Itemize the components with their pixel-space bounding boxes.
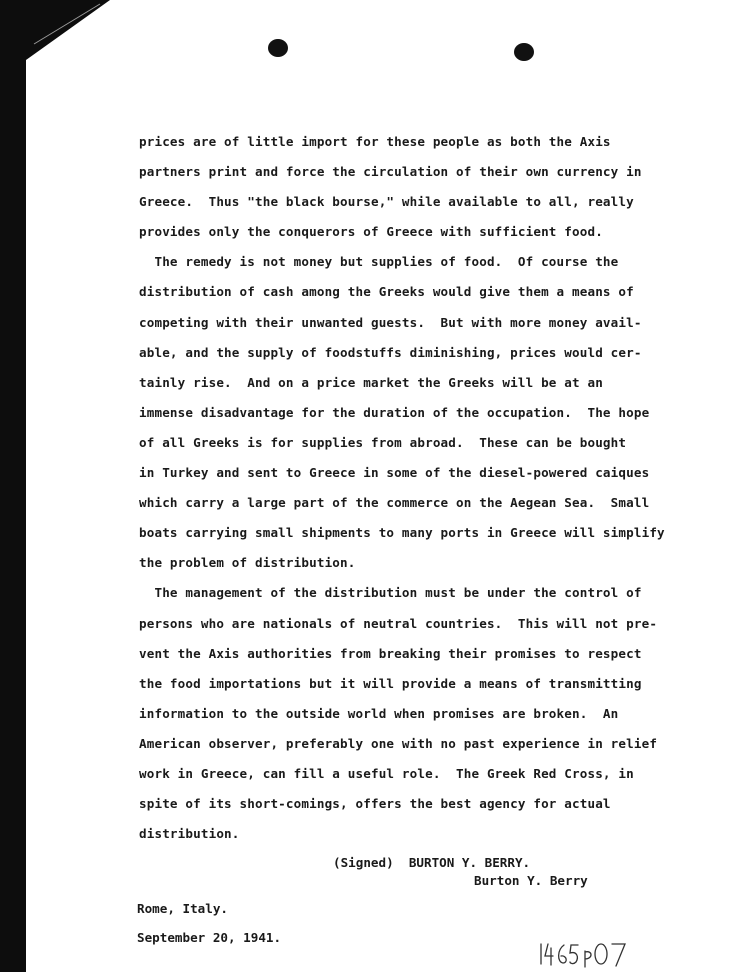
scan-left-edge: [0, 0, 26, 972]
text-line: American observer, preferably one with no past experience in relief: [139, 735, 658, 751]
text-line: information to the outside world when promises are broken. An: [139, 705, 619, 721]
text-line: vent the Axis authorities from breaking their promises to respect: [139, 645, 642, 661]
text-line: The management of the distribution must be under the control of: [139, 585, 642, 601]
text-line: spite of its short-comings, offers the best agency for actual: [139, 796, 611, 812]
place-line: Rome, Italy.: [137, 901, 228, 916]
text-line: which carry a large part of the commerce on the Aegean Sea. Small: [139, 495, 650, 511]
text-line: tainly rise. And on a price market the Greeks will be at an: [139, 374, 603, 390]
text-line: boats carrying small shipments to many ports in Greece will simplify: [139, 525, 665, 541]
text-line: of all Greeks is for supplies from abroad. These can be bought: [139, 434, 627, 450]
punch-hole-right: [514, 43, 534, 61]
text-line: the food importations but it will provide a means of transmitting: [139, 675, 642, 691]
text-line: distribution of cash among the Greeks would give them a means of: [139, 284, 634, 300]
text-line: distribution.: [139, 826, 240, 842]
text-line: partners print and force the circulation of their own currency in: [139, 164, 642, 180]
date-line: September 20, 1941.: [137, 930, 282, 945]
letter-body: [139, 131, 745, 853]
text-line: in Turkey and sent to Greece in some of the diesel-powered caiques: [139, 465, 650, 481]
text-line: provides only the conquerors of Greece with sufficient food.: [139, 224, 603, 240]
text-line: Greece. Thus "the black bourse," while available to all, really: [139, 194, 634, 210]
text-line: The remedy is not money but supplies of food. Of course the: [139, 254, 619, 270]
signature-name: Burton Y. Berry: [474, 873, 588, 888]
text-line: competing with their unwanted guests. But with more money avail-: [139, 314, 642, 330]
text-line: persons who are nationals of neutral countries. This will not pre-: [139, 615, 658, 631]
punch-hole-left: [268, 39, 288, 57]
text-line: able, and the supply of foodstuffs diminishing, prices would cer-: [139, 344, 642, 360]
archive-number-handwritten: [537, 938, 631, 968]
text-line: the problem of distribution.: [139, 555, 356, 571]
text-line: work in Greece, can fill a useful role. The Greek Red Cross, in: [139, 765, 634, 781]
scan-corner-shadow: [0, 0, 110, 60]
text-line: immense disadvantage for the duration of the occupation. The hope: [139, 404, 650, 420]
signature-signed: (Signed) BURTON Y. BERRY.: [333, 855, 531, 870]
text-line: prices are of little import for these people as both the Axis: [139, 134, 611, 149]
